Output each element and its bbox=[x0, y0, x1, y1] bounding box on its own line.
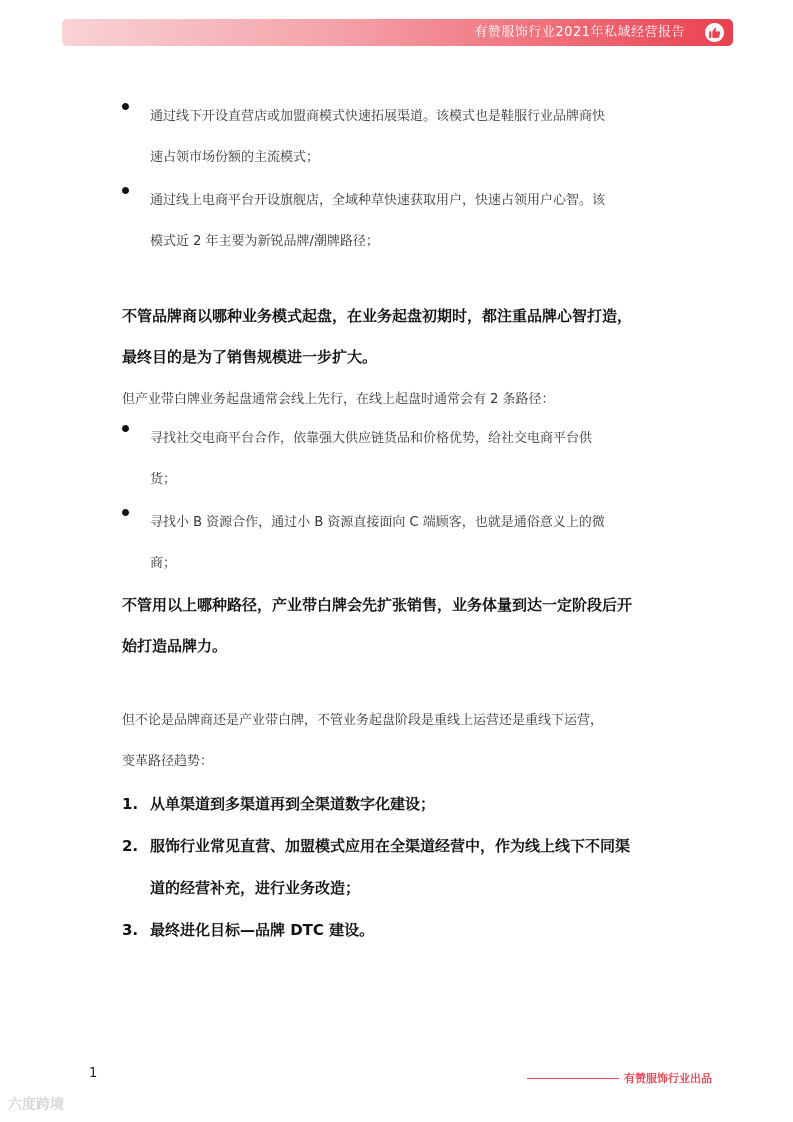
bold-paragraph bbox=[122, 585, 682, 667]
list-item-line: 寻找小 B 资源合作，通过小 B 资源直接面向 C 端顾客，也就是通俗意义上的微 bbox=[150, 515, 605, 530]
publisher-label: 有赞服饰行业出品 bbox=[624, 1072, 712, 1085]
footer-divider bbox=[527, 1078, 619, 1079]
bullet-dot-icon bbox=[122, 103, 129, 110]
list-item-line: 通过线下开设直营店或加盟商模式快速拓展渠道。该模式也是鞋服行业品牌商快 bbox=[150, 109, 606, 124]
paragraph: 但产业带白牌业务起盘通常会线上先行，在线上起盘时通常会有 2 条路径： bbox=[122, 392, 555, 407]
item-number: 3. bbox=[122, 921, 139, 939]
numbered-line: 服饰行业常见直营、加盟模式应用在全渠道经营中，作为线上线下不同渠 bbox=[150, 837, 631, 855]
thumbs-up-icon bbox=[705, 23, 724, 42]
bullet-dot-icon bbox=[122, 187, 129, 194]
bullet-dot-icon bbox=[122, 425, 129, 432]
page-number: 1 bbox=[89, 1066, 98, 1081]
item-number: 2. bbox=[122, 837, 139, 855]
list-item-line: 速占领市场份额的主流模式； bbox=[150, 150, 320, 165]
bold-line: 不管品牌商以哪种业务模式起盘，在业务起盘初期时，都注重品牌心智打造， bbox=[122, 307, 633, 325]
bold-paragraph bbox=[122, 296, 682, 378]
list-item bbox=[122, 96, 678, 178]
list-item bbox=[122, 502, 678, 584]
paragraph-line: 变革路径趋势： bbox=[122, 754, 214, 769]
list-item bbox=[122, 418, 678, 500]
numbered-item bbox=[122, 909, 682, 951]
header-bar bbox=[62, 19, 733, 46]
list-item-line: 寻找社交电商平台合作，依靠强大供应链货品和价格优势，给社交电商平台供 bbox=[150, 431, 593, 446]
watermark: 六度跨境 bbox=[8, 1097, 64, 1113]
numbered-item bbox=[122, 825, 682, 909]
list-item-line: 模式近 2 年主要为新锐品牌/潮牌路径； bbox=[150, 234, 379, 249]
bold-line: 最终目的是为了销售规模进一步扩大。 bbox=[122, 348, 378, 366]
list-item bbox=[122, 180, 678, 262]
numbered-line: 道的经营补充，进行业务改造； bbox=[150, 879, 361, 897]
list-item-line: 商； bbox=[150, 556, 177, 571]
numbered-item bbox=[122, 783, 682, 825]
numbered-line: 最终进化目标—品牌 DTC 建设。 bbox=[150, 921, 375, 939]
numbered-line: 从单渠道到多渠道再到全渠道数字化建设； bbox=[150, 795, 436, 813]
bold-line: 不管用以上哪种路径，产业带白牌会先扩张销售，业务体量到达一定阶段后开 bbox=[122, 596, 633, 614]
bullet-dot-icon bbox=[122, 509, 129, 516]
report-title: 有赞服饰行业2021年私域经营报告 bbox=[474, 25, 685, 40]
list-item-line: 通过线上电商平台开设旗舰店，全域种草快速获取用户，快速占领用户心智。该 bbox=[150, 193, 606, 208]
bold-line: 始打造品牌力。 bbox=[122, 637, 228, 655]
list-item-line: 货； bbox=[150, 472, 177, 487]
paragraph-line: 但不论是品牌商还是产业带白牌，不管业务起盘阶段是重线上运营还是重线下运营， bbox=[122, 713, 604, 728]
item-number: 1. bbox=[122, 795, 139, 813]
paragraph bbox=[122, 700, 682, 782]
